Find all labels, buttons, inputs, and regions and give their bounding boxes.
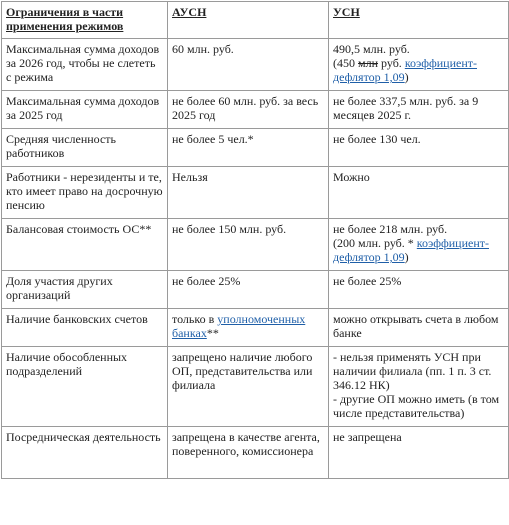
table-row <box>2 427 509 479</box>
header-restrictions <box>2 2 168 39</box>
table-row <box>2 167 509 219</box>
header-usn <box>329 2 509 39</box>
authorized-banks-link[interactable]: уполномоченных банках <box>172 312 306 340</box>
row-label: Наличие обособленных подразделений <box>2 347 168 427</box>
ausn-cell: Нельзя <box>168 167 329 219</box>
row-label: Доля участия других организаций <box>2 271 168 309</box>
deflator-link[interactable]: коэффициент-дефлятор 1,09 <box>333 56 477 84</box>
header-usn-label: УСН <box>333 5 360 19</box>
comparison-table <box>1 1 509 479</box>
usn-cell: не более 130 чел. <box>329 129 509 167</box>
ausn-cell: 60 млн. руб. <box>168 39 329 91</box>
usn-cell <box>329 219 509 271</box>
usn-value: не более 218 млн. руб. <box>333 222 448 236</box>
row-label: Посредническая деятельность <box>2 427 168 479</box>
table-row <box>2 271 509 309</box>
usn-cell: можно открывать счета в любом банке <box>329 309 509 347</box>
usn-note-prefix: (200 млн. руб. * <box>333 236 417 250</box>
row-label: Максимальная сумма доходов за 2025 год <box>2 91 168 129</box>
header-restrictions-label: Ограничения в части применения режимов <box>6 5 124 33</box>
usn-cell <box>329 39 509 91</box>
usn-cell: Можно <box>329 167 509 219</box>
header-ausn <box>168 2 329 39</box>
row-label: Наличие банковских счетов <box>2 309 168 347</box>
row-label: Балансовая стоимость ОС** <box>2 219 168 271</box>
ausn-cell: не более 60 млн. руб. за весь 2025 год <box>168 91 329 129</box>
deflator-link[interactable]: коэффициент-дефлятор 1,09 <box>333 236 489 264</box>
ausn-cell: запрещена в качестве агента, поверенного, комиссионера <box>168 427 329 479</box>
usn-note-mid: руб. <box>378 56 405 70</box>
usn-line: - нельзя применять УСН при наличии филиала (пп. 1 п. 3 ст. 346.12 НК) <box>333 350 492 392</box>
row-label: Средняя численность работников <box>2 129 168 167</box>
header-ausn-label: АУСН <box>172 5 207 19</box>
ausn-cell: не более 25% <box>168 271 329 309</box>
header-row <box>2 2 509 39</box>
usn-cell: не запрещена <box>329 427 509 479</box>
usn-note-suffix: ) <box>404 250 409 264</box>
ausn-cell: не более 5 чел.* <box>168 129 329 167</box>
usn-cell <box>329 347 509 427</box>
table-row <box>2 91 509 129</box>
usn-note <box>333 236 504 264</box>
usn-value: 490,5 млн. руб. <box>333 42 410 56</box>
usn-note-struck: млн <box>358 56 379 70</box>
usn-note-suffix: ) <box>404 70 409 84</box>
usn-line: - другие ОП можно иметь (в том числе представительства) <box>333 392 500 420</box>
ausn-cell <box>168 309 329 347</box>
row-label: Максимальная сумма доходов за 2026 год, чтобы не слететь с режима <box>2 39 168 91</box>
table-row <box>2 129 509 167</box>
table-row <box>2 39 509 91</box>
table-row <box>2 347 509 427</box>
ausn-cell: запрещено наличие любого ОП, представительства или филиала <box>168 347 329 427</box>
usn-note <box>333 56 504 84</box>
ausn-suffix: ** <box>206 326 219 340</box>
row-label: Работники - нерезиденты и те, кто имеет право на досрочную пенсию <box>2 167 168 219</box>
usn-note-prefix: (450 <box>333 56 358 70</box>
table-row <box>2 219 509 271</box>
ausn-prefix: только в <box>172 312 218 326</box>
usn-cell: не более 337,5 млн. руб. за 9 месяцев 2025 г. <box>329 91 509 129</box>
table-row <box>2 309 509 347</box>
ausn-cell: не более 150 млн. руб. <box>168 219 329 271</box>
usn-cell: не более 25% <box>329 271 509 309</box>
